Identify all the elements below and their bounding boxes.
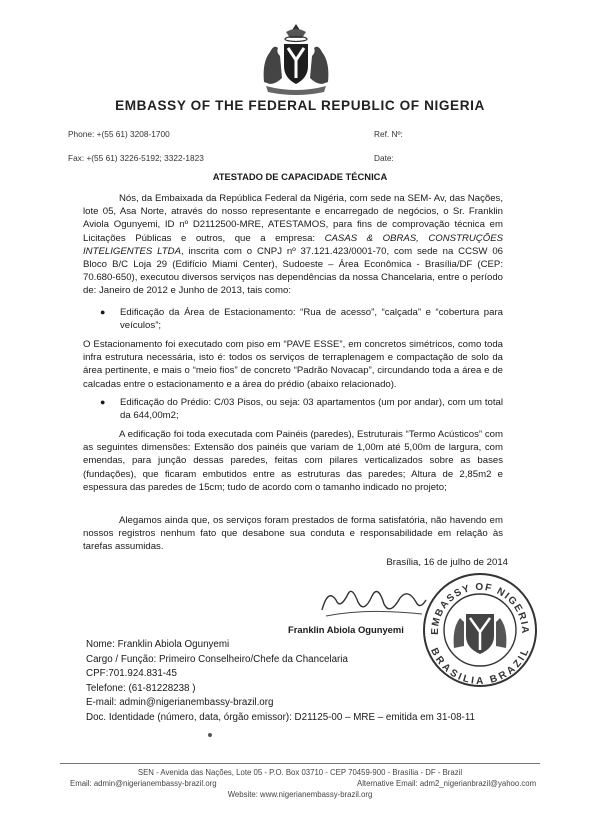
ref-label: Ref. Nº: xyxy=(374,129,403,139)
parking-text: O Estacionamento foi executado com piso em “PAVE ESSE”, em concretos simétricos, como toda infra estrutura necessária, isto é: todos os serviços de terraplenagem e compactação de solo da área pertinente, e mais o “meio fios” de concreto “Padrão Novacap”, circundando toda a área e de calcadas entre o estacionamento e a área do prédio (abaixo relacionado). xyxy=(83,339,503,390)
info-cpf: CPF:701.924.831-45 xyxy=(86,668,177,679)
signatory-name: Franklin Abiola Ogunyemi xyxy=(288,624,404,635)
stamp-ring-bottom: BRASILIA BRAZIL xyxy=(428,646,532,688)
intro-text-b: , inscrita com o CNPJ nº 37.121.423/0001-70, com sede na CCSW 06 Bloco B/C Loja 29 (Edifício Miami Center), Sudoeste – Área Econômica - Brasília/DF (CEP: 70.680-650), executou diversos serviços nas dependências da nossa Chancelaria, entre o período de: Janeiro de 2012 e Junho de 2013, tais como: xyxy=(83,245,503,297)
footer-address: SEN - Avenida das Nações, Lote 05 - P.O. Box 03710 - CEP 70459-900 - Brasília - DF - Brazil xyxy=(137,768,463,777)
footer-divider xyxy=(60,763,540,764)
document-title: ATESTADO DE CAPACIDADE TÉCNICA xyxy=(212,171,388,182)
paragraph-intro xyxy=(83,192,503,298)
date-place: Brasília, 16 de julho de 2014 xyxy=(386,557,508,568)
bullet-icon: ● xyxy=(100,397,106,407)
info-id-document: Doc. Identidade (número, data, órgão emissor): D21125-00 – MRE – emitida em 31-08-11 xyxy=(86,711,475,723)
coat-of-arms-crest xyxy=(256,22,336,96)
info-block xyxy=(86,638,526,725)
intro-text-a: Nós, da Embaixada da República Federal da Nigéria, com sede na SEM- Av, das Nações, lote 05, Asa Norte, através do nosso representante e encarregado de negócios, o Sr. Franklin Aviola Ogunyemi, ID nº D2112500-MRE, ATESTAMOS, para fins de comprovação técnica em Licitações Públicas e outros, que a empresa: xyxy=(83,193,503,244)
paragraph-parking xyxy=(83,338,503,391)
fax-line: Fax: +(55 61) 3226-5192; 3322-1823 xyxy=(68,153,204,163)
bullet-parking-text: Edificação da Área de Estacionamento: “Rua de acesso”, “calçada” e “cobertura para veículos”; xyxy=(120,307,503,332)
paragraph-closing xyxy=(83,514,503,554)
bullet-building xyxy=(100,396,503,422)
footer-alt-email: Alternative Email: adm2_nigerianbrazil@yahoo.com xyxy=(357,779,537,788)
bullet-parking xyxy=(100,306,503,332)
ink-dot xyxy=(208,733,212,737)
company-name: CASAS & OBRAS, CONSTRUÇÕES INTELIGENTES LTDA xyxy=(83,232,503,257)
embassy-title: EMBASSY OF THE FEDERAL REPUBLIC OF NIGERIA xyxy=(115,98,485,113)
footer-website: Website: www.nigerianembassy-brazil.org xyxy=(227,790,373,799)
phone-line: Phone: +(55 61) 3208-1700 xyxy=(68,129,170,139)
closing-text: Alegamos ainda que, os serviços foram prestados de forma satisfatória, não havendo em nossos registros nenhum fato que desabone sua conduta e responsabilidade em relação às tarefas assumidas. xyxy=(83,515,503,553)
building-text: A edificação foi toda executada com Painéis (paredes), Estruturais “Termo Acústicos” com as seguintes dimensões: Extensão dos painéis que variam de 1,00m até 5,00m de largura, com emendas, para junção dessas paredes, feitas com pilares verticalizados sobre as bases (fundações), que ficaram embutidos entre as estruturas das paredes; Altura de 2,85m2 e espessura das paredes de 15cm; tudo de acordo com o tamanho indicado no projeto; xyxy=(83,429,503,493)
info-role: Cargo / Função: Primeiro Conselheiro/Chefe da Chancelaria xyxy=(86,653,348,665)
bullet-icon: ● xyxy=(100,307,106,317)
info-phone: Telefone: (61-81228238 ) xyxy=(86,682,196,694)
info-email: E-mail: admin@nigerianembassy-brazil.org xyxy=(86,697,274,708)
info-name: Nome: Franklin Abiola Ogunyemi xyxy=(86,639,230,650)
date-label: Date: xyxy=(374,153,394,163)
stamp-ring-top: EMBASSY OF NIGERIA xyxy=(429,582,531,636)
bullet-building-text: Edificação do Prédio: C/03 Pisos, ou seja: 03 apartamentos (um por andar), com um total da 644,00m2; xyxy=(120,397,503,422)
paragraph-building xyxy=(83,428,503,494)
footer-email: Email: admin@nigerianembassy-brazil.org xyxy=(70,779,217,788)
signature-scribble xyxy=(318,580,428,620)
